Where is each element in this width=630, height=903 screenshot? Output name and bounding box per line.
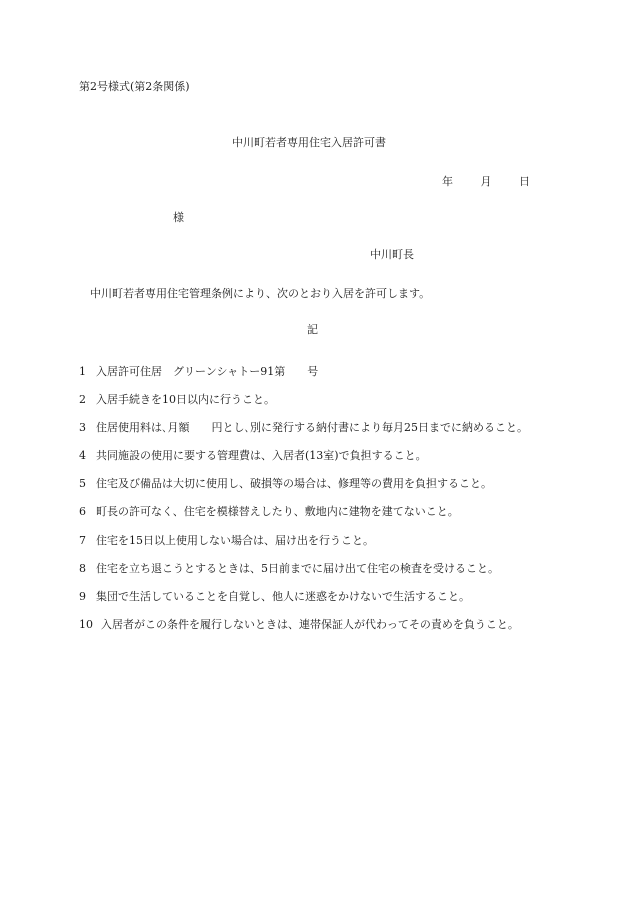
clause-item [79,563,528,591]
clause-item [79,591,528,619]
clause-text: 入居者がこの条件を履行しないときは、連帯保証人が代わってその責めを負うこと。 [101,617,519,631]
clause-item [79,450,528,478]
clause-number: 6 [79,505,86,519]
clause-text: 住宅を15日以上使用しない場合は、届け出を行うこと。 [96,533,374,547]
date-line [442,176,530,187]
clause-text: 住宅及び備品は大切に使用し、破損等の場合は、修理等の費用を負担すること。 [96,477,492,491]
clause-number: 3 [79,421,86,435]
issuer-name: 中川町長 [370,248,414,261]
ki-heading: 記 [307,323,318,336]
clause-item [79,366,528,394]
date-month-label: 月 [480,175,492,188]
clause-number: 8 [79,561,86,575]
clause-number: 10 [79,617,93,631]
clause-list [79,366,528,647]
clause-text: 住居使用料は､月額 円とし､別に発行する納付書により毎月25日までに納めること。 [96,421,528,435]
date-day-label: 日 [519,175,530,188]
clause-item [79,422,528,450]
clause-number: 1 [79,365,86,378]
clause-item [79,394,528,422]
date-year-label: 年 [442,175,453,188]
clause-text: 入居手続きを10日以内に行うこと。 [96,393,275,407]
clause-text: 集団で生活していることを自覚し、他人に迷惑をかけないで生活すること。 [96,589,470,603]
clause-number: 7 [79,533,86,547]
clause-item [79,478,528,506]
form-number: 第2号様式(第2条関係) [79,80,190,93]
clause-item [79,535,528,563]
clause-number: 5 [79,477,86,491]
clause-text: 入居許可住居 グリーンシャトー91第 号 [96,365,319,378]
document-title: 中川町若者専用住宅入居許可書 [232,136,386,149]
clause-item [79,619,528,647]
clause-item [79,506,528,534]
clause-number: 4 [79,449,86,463]
clause-text: 共同施設の使用に要する管理費は、入居者(13室)で負担すること。 [96,449,427,463]
clause-text: 町長の許可なく、住宅を模様替えしたり、敷地内に建物を建てないこと。 [96,505,459,519]
clause-number: 2 [79,393,86,407]
intro-sentence: 中川町若者専用住宅管理条例により、次のとおり入居を許可します。 [90,287,431,300]
clause-text: 住宅を立ち退こうとするときは、5日前までに届け出て住宅の検査を受けること。 [96,561,499,575]
addressee-honorific: 様 [173,211,184,224]
clause-number: 9 [79,589,86,603]
